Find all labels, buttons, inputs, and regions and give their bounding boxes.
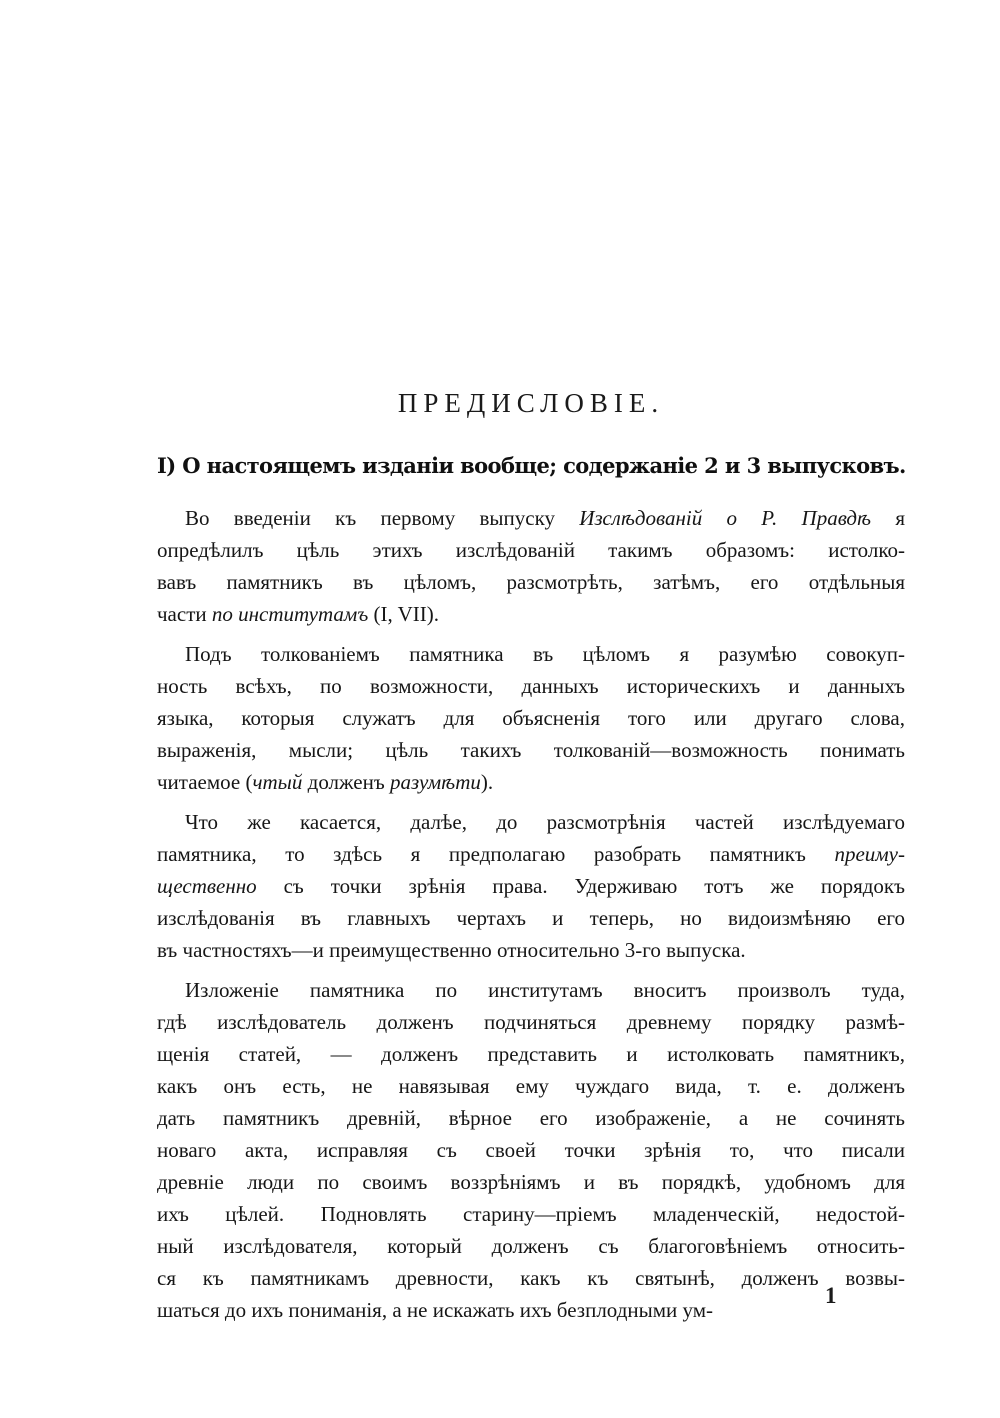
text-segment: ). bbox=[480, 770, 494, 794]
text-segment: древніе люди по своимъ воззрѣніямъ и въ порядкѣ, удобномъ для bbox=[157, 1170, 905, 1194]
paragraph bbox=[157, 502, 905, 630]
text-line bbox=[157, 974, 905, 1006]
text-line bbox=[157, 934, 905, 966]
text-segment: ся къ памятникамъ древности, какъ къ святынѣ, долженъ возвы- bbox=[157, 1266, 905, 1290]
text-line bbox=[157, 598, 905, 630]
text-line bbox=[157, 902, 905, 934]
text-line bbox=[157, 1134, 905, 1166]
text-segment: въ частностяхъ—и преимущественно относительно 3-го выпуска. bbox=[157, 938, 746, 962]
text-line bbox=[157, 702, 905, 734]
text-line bbox=[157, 766, 905, 798]
text-line bbox=[157, 734, 905, 766]
italic-text: по институтамъ bbox=[211, 602, 369, 626]
text-line bbox=[157, 1070, 905, 1102]
text-segment: съ точки зрѣнія права. Удерживаю тотъ же порядокъ bbox=[256, 874, 905, 898]
paragraph bbox=[157, 638, 905, 798]
text-line bbox=[157, 1166, 905, 1198]
italic-text: преиму- bbox=[834, 842, 905, 866]
italic-text: Изслѣдованій о Р. Правдѣ bbox=[579, 506, 872, 530]
text-line bbox=[157, 838, 905, 870]
text-line bbox=[157, 1294, 905, 1326]
page-title: ПРЕДИСЛОВІЕ. bbox=[397, 388, 665, 418]
text-line bbox=[157, 1230, 905, 1262]
text-line bbox=[157, 1198, 905, 1230]
italic-text: разумѣти bbox=[389, 770, 481, 794]
text-segment: Во введеніи къ первому выпуску bbox=[185, 506, 580, 530]
text-line bbox=[157, 806, 905, 838]
text-line bbox=[157, 870, 905, 902]
text-segment: гдѣ изслѣдователь долженъ подчиняться древнему порядку размѣ- bbox=[157, 1010, 905, 1034]
text-segment: новаго акта, исправляя съ своей точки зрѣнія то, что писали bbox=[157, 1138, 905, 1162]
text-segment: читаемое ( bbox=[157, 770, 253, 794]
page-number: 1 bbox=[825, 1283, 837, 1308]
text-segment: долженъ bbox=[302, 770, 390, 794]
text-line bbox=[157, 670, 905, 702]
text-line bbox=[157, 502, 905, 534]
text-line bbox=[157, 638, 905, 670]
paragraph bbox=[157, 806, 905, 966]
text-segment: вавъ памятникъ въ цѣломъ, разсмотрѣть, затѣмъ, его отдѣльныя bbox=[157, 570, 905, 594]
text-line bbox=[157, 1006, 905, 1038]
text-segment: (I, VII). bbox=[368, 602, 439, 626]
text-segment: выраженія, мысли; цѣль такихъ толкованій—возможность понимать bbox=[157, 738, 905, 762]
paragraph bbox=[157, 974, 905, 1326]
text-segment: я bbox=[871, 506, 905, 530]
text-segment: дать памятникъ древній, вѣрное его изображеніе, а не сочинять bbox=[157, 1106, 905, 1130]
text-segment: изслѣдованія въ главныхъ чертахъ и теперь, но видоизмѣняю его bbox=[157, 906, 905, 930]
text-segment: памятника, то здѣсь я предполагаю разобрать памятникъ bbox=[157, 842, 835, 866]
text-segment: ный изслѣдователя, который долженъ съ благоговѣніемъ относить- bbox=[157, 1234, 905, 1258]
text-segment: языка, которыя служатъ для объясненія того или другаго слова, bbox=[157, 706, 905, 730]
text-line bbox=[157, 1262, 905, 1294]
text-segment: Что же касается, далѣе, до разсмотрѣнія частей изслѣдуемаго bbox=[185, 810, 905, 834]
text-segment: щенія статей, — долженъ представить и истолковать памятникъ, bbox=[157, 1042, 905, 1066]
text-segment: Изложеніе памятника по институтамъ вноситъ произволъ туда, bbox=[185, 978, 905, 1002]
text-line bbox=[157, 534, 905, 566]
text-segment: части bbox=[157, 602, 212, 626]
text-segment: шаться до ихъ пониманія, а не искажать ихъ безплодными ум- bbox=[157, 1298, 714, 1322]
text-line bbox=[157, 566, 905, 598]
text-segment: Подъ толкованіемъ памятника въ цѣломъ я разумѣю совокуп- bbox=[185, 642, 905, 666]
text-segment: опредѣлилъ цѣль этихъ изслѣдованій такимъ образомъ: истолко- bbox=[157, 538, 905, 562]
italic-text: чтый bbox=[252, 770, 303, 794]
text-segment: какъ онъ есть, не навязывая ему чуждаго вида, т. е. долженъ bbox=[157, 1074, 905, 1098]
text-segment: ихъ цѣлей. Подновлять старину—пріемъ младенческій, недостой- bbox=[157, 1202, 905, 1226]
text-segment: ность всѣхъ, по возможности, данныхъ историческихъ и данныхъ bbox=[157, 674, 905, 698]
section-heading: I) О настоящемъ изданіи вообще; содержаніе 2 и 3 выпусковъ. bbox=[157, 453, 906, 478]
text-line bbox=[157, 1102, 905, 1134]
body-text bbox=[157, 502, 905, 1334]
text-line bbox=[157, 1038, 905, 1070]
document-page bbox=[157, 0, 905, 1418]
italic-text: щественно bbox=[157, 874, 257, 898]
